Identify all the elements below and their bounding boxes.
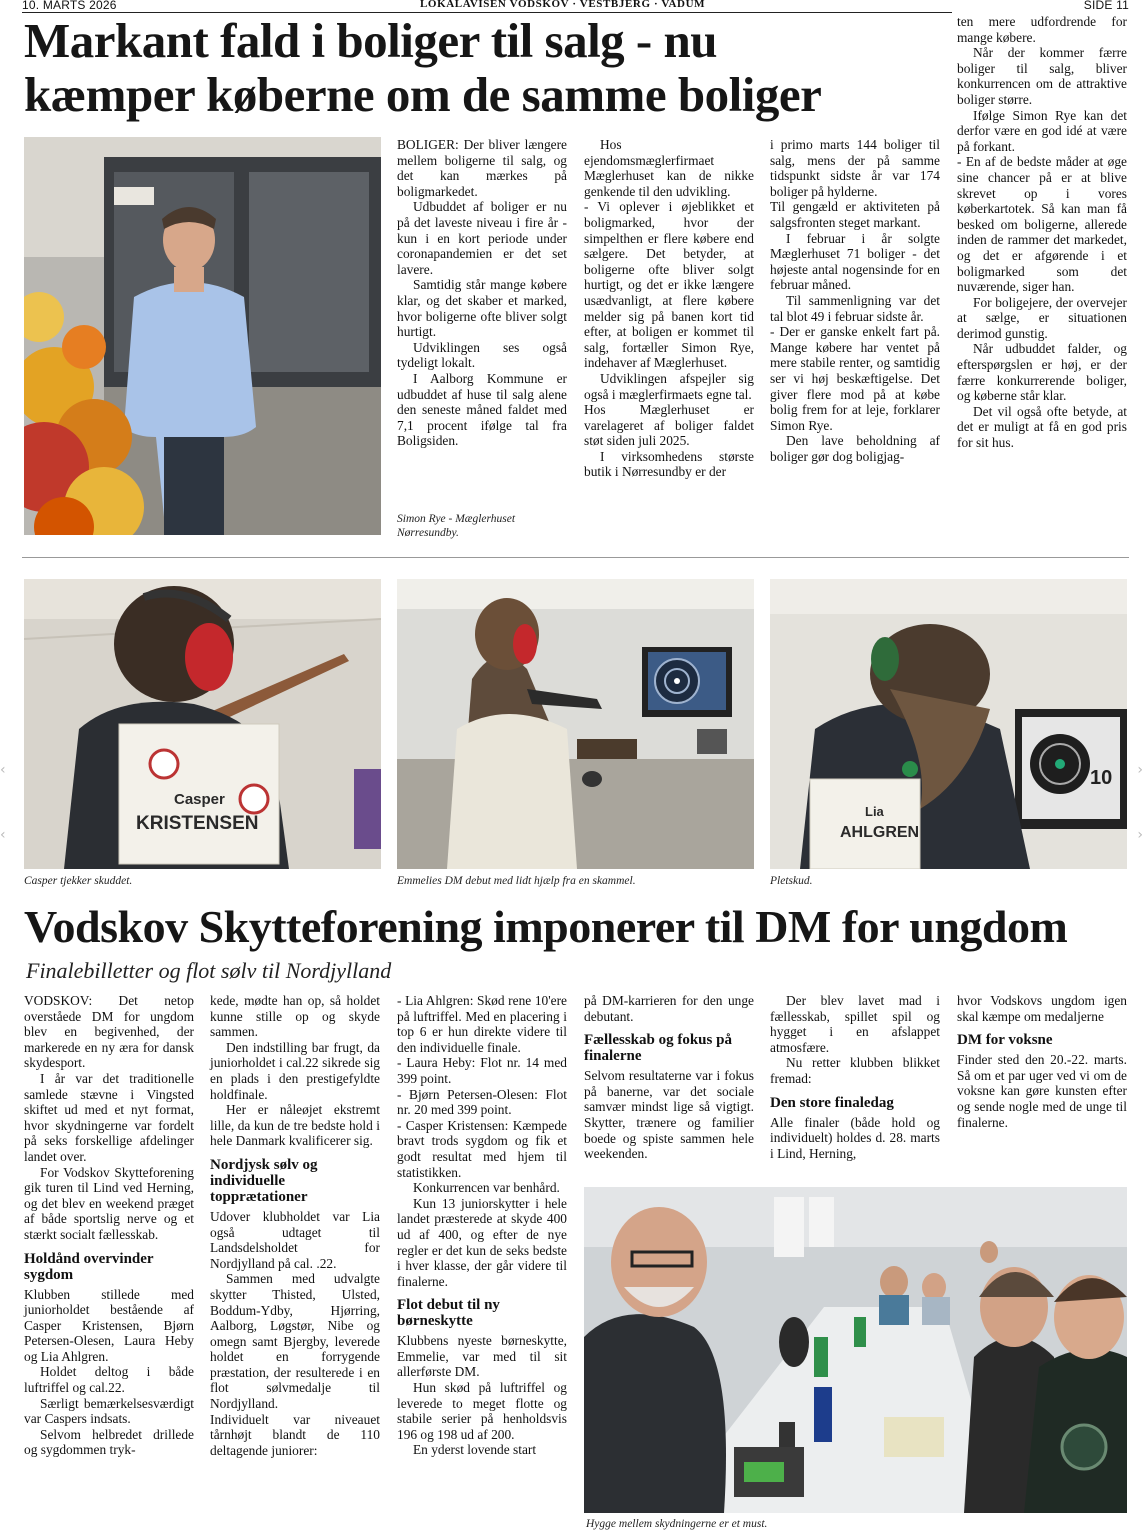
article1-paragraph: Ifølge Simon Rye kan det derfor være en god idé at være på forkant. (957, 107, 1127, 154)
prev-page-arrow-icon[interactable]: ‹ (0, 827, 6, 843)
article2-paragraph: Kun 13 juniorskytter i hele landet præsterede at skyde 400 ud af 400, og efter de nye regler er det kun de seks bedste i hver klasse, der går videre til finalerne. (397, 1195, 567, 1289)
article1-paragraph: i primo marts 144 boliger til salg, mens der på samme tidspunkt sidste år var 174 boliger på hylderne. (770, 137, 940, 199)
article1-paragraph: I februar i år solgte Mæglerhuset 71 boliger - det højeste antal nogensinde for en februar måned. (770, 230, 940, 293)
next-page-arrow-icon[interactable]: › (1137, 762, 1143, 778)
article1-photo-simon-rye (24, 137, 381, 535)
photo2-caption: Emmelies DM debut med lidt hjælp fra en skammel. (397, 875, 636, 887)
article1-paragraph: ten mere udfordrende for mange købere. (957, 14, 1127, 45)
article1-paragraph: - En af de bedste måder at øge sine chancer på er at blive skrevet op i vores køberkartotek. Så kan man få besked om boligerne, allerede inden de rammer det markedet, og det er afgørende i et boligmarked som det nuværende, siger han. (957, 154, 1127, 295)
issue-date: 10. MARTS 2026 (22, 0, 117, 12)
article2-subhead: Den store finaledag (770, 1094, 894, 1111)
article2-column-2 (210, 993, 380, 1458)
article1-paragraph: Udbuddet af boliger er nu på det laveste niveau i fire år - kun i en kort periode under coronapandemien er det set lavere. (397, 199, 567, 277)
article2-paragraph: Der blev lavet mad i fællesskab, spillet spil og hygget i en afslappet atmosfære. (770, 993, 940, 1055)
article2-subhead: Holdånd overvinder sygdom (24, 1250, 154, 1283)
article2-paragraph: Selvom helbredet drillede og sygdommen tryk- (24, 1426, 194, 1458)
article1-paragraph: Udviklingen ses også tydeligt lokalt. (397, 339, 567, 371)
article2-column-1 (24, 993, 194, 1458)
article1-paragraph: For boligejere, der overvejer at sælge, er situationen derimod gunstig. (957, 294, 1127, 341)
page-number: SIDE 11 (1083, 0, 1129, 12)
prev-page-arrow-icon[interactable]: ‹ (0, 762, 6, 778)
article2-paragraph: Særligt bemærkelsesværdigt var Caspers indsats. (24, 1395, 194, 1427)
article2-paragraph: Finder sted den 20.-22. marts. Så om et par uger ved vi om de voksne kan gøre kunsten efter og sende nogle med de unge til finalerne. (957, 1052, 1127, 1130)
article1-paragraph: BOLIGER: Der bliver længere mellem boligerne til salg, og det kan mærkes på boligmarkedet. (397, 137, 567, 199)
photo1-name-tag2: KRISTENSEN (136, 813, 259, 834)
photo-casper-shooting (24, 579, 381, 869)
article2-paragraph: Udover klubholdet var Lia også udtaget til Landsdelsholdet for Nordjylland på cal. .22. (210, 1208, 380, 1271)
article2-headline: Vodskov Skytteforening imponerer til DM for ungdom (24, 901, 1068, 952)
article2-paragraph: En yderst lovende start (413, 1442, 537, 1458)
article1-column-3 (770, 137, 940, 464)
article1-headline-line2: kæmper køberne om de samme boliger (24, 67, 822, 122)
article2-paragraph: kede, mødte han op, så holdet kunne stille op og skyde sammen. (210, 993, 380, 1040)
article2-subhead: Nordjysk sølv og individuelle topprætationer (210, 1156, 318, 1205)
photo-emmelie-debut (397, 579, 754, 869)
article2-paragraph: Klubben stillede med juniorholdet bestående af Casper Kristensen, Bjørn Petersen-Olesen, Laura Heby og Lia Ahlgren. (24, 1286, 194, 1364)
article2-paragraph: Konkurrencen var benhård. (413, 1180, 560, 1196)
article2-paragraph: Nu retter klubben blikket fremad: (770, 1055, 940, 1086)
next-page-arrow-icon[interactable]: › (1137, 827, 1143, 843)
article2-subhead: DM for voksne (957, 1032, 1053, 1049)
article2-paragraph: på DM-karrieren for den unge debutant. (584, 993, 754, 1024)
article2-column-3 (397, 993, 567, 1458)
caption-line: Nørresundby. (397, 527, 459, 539)
article1-paragraph: Når udbuddet falder, og efterspørgslen er høj, er der færre konkurrerende boliger, og køberne står klar. (957, 341, 1127, 404)
article2-paragraph: For Vodskov Skytteforening gik turen til Lind ved Herning, og det blev en weekend præget af både sportslig nerve og et stærkt socialt fællesskab. (24, 1164, 194, 1242)
article1-paragraph: Det vil også ofte betyde, at det er muligt at få en god pris for sit hus. (957, 403, 1127, 451)
article1-headline (24, 14, 964, 122)
article1-paragraph: Hos ejendomsmæglerfirmaet Mæglerhuset kan de nikke genkende til den udvikling. (584, 137, 754, 199)
article1-paragraph: - Der er ganske enkelt fart på. Mange købere har ventet på mere stabile renter, og samtidig ser vi høj beskæftigelse. Det giver flere mod på at købe bolig frem for at leje, forklarer Simon Rye. (770, 324, 940, 433)
article1-column-4 (957, 14, 1127, 451)
article1-paragraph: Samtidig står mange købere klar, og det skaber et marked, hvor boligerne ofte bliver solgt hurtigt. (397, 277, 567, 340)
article1-paragraph: Udviklingen afspejler sig også i mæglerfirmaets egne tal. (584, 370, 754, 402)
article2-paragraph: VODSKOV: Det netop overståede DM for ungdom blev en begivenhed, der markerede en ny æra for dansk skydesport. (24, 993, 194, 1071)
photo-social-gathering (584, 1187, 1127, 1513)
article2-paragraph: I år var det traditionelle samlede stævne i Vingsted skiftet ud med et nyt format, hvor skydningerne var fordelt på seks forskellige afdelinger landet over. (24, 1070, 194, 1164)
svg-text:10: 10 (1090, 767, 1113, 789)
photo3-name-tag2: AHLGREN (840, 824, 920, 841)
article2-paragraph: Selvom resultaterne var i fokus på banerne, var det sociale samvær mindst lige så vigtigt. Skytter, trænere og familier boede og spiste sammen hele weekenden. (584, 1068, 754, 1162)
photo4-caption: Hygge mellem skydningerne er et must. (586, 1518, 768, 1530)
article1-paragraph: - Vi oplever i øjeblikket et boligmarked, hvor der simpelthen er flere købere end sælgere. Det betyder, at boligerne ofte bliver solgt hurtigt, og det er ikke længere usædvanligt, at flere købere melder sig på banen kort tid efter, at boligen er kommet til salg, fortæller Simon Rye, indehaver af Mæglerhuset. (584, 199, 754, 371)
article2-paragraph: - Casper Kristensen: Kæmpede bravt trods sygdom og fik et godt resultat med hjem til statistikken. (397, 1117, 567, 1180)
photo3-name-tag: Lia (865, 804, 884, 819)
article2-subhead: Fællesskab og fokus på finalerne (584, 1032, 732, 1065)
paper-name: LOKALAVISEN VODSKOV · VESTBJERG · VADUM (420, 0, 706, 10)
article1-paragraph: Hos Mæglerhuset er varelageret af boliger faldet støt siden juli 2025. (584, 402, 754, 449)
article2-subheadline: Finalebilletter og flot sølv til Nordjylland (26, 958, 392, 983)
article1-paragraph: Til gengæld er aktiviteten på salgsfronten steget markant. (770, 199, 940, 230)
article2-column-5 (770, 993, 940, 1161)
photo1-name-tag: Casper (174, 791, 225, 808)
article1-paragraph: Når der kommer færre boliger til salg, bliver konkurrencen om de attraktive boliger større. (957, 45, 1127, 107)
article1-paragraph: Den lave beholdning af boliger gør dog boligjag- (770, 433, 940, 464)
article2-paragraph: - Bjørn Petersen-Olesen: Flot nr. 20 med 399 point. (397, 1086, 567, 1118)
caption-line: Simon Rye - Mæglerhuset (397, 513, 516, 525)
article2-paragraph: - Lia Ahlgren: Skød rene 10'ere på luftriffel. Med en placering i top 6 er hun direkte videre til den individuelle finale. (397, 993, 567, 1055)
article2-paragraph: Her er nåleøjet ekstremt lille, da kun de tre bedste hold i hele Danmark kvalificerer sig. (210, 1102, 380, 1149)
article2-paragraph: Hun skød på luftriffel og leverede to meget flotte og stabile serier på henholdsvis 196 og 198 ud af 200. (397, 1380, 567, 1442)
article1-photo-caption (397, 512, 567, 540)
article2-column-6 (957, 993, 1127, 1130)
article2-paragraph: Alle finaler (både hold og individuelt) holdes d. 28. marts i Lind, Herning, (770, 1114, 940, 1161)
article1-paragraph: I virksomhedens største butik i Nørresundby er der (584, 448, 754, 480)
article2-paragraph: Holdet deltog i både luftriffel og cal.22. (24, 1364, 194, 1396)
photo1-caption: Casper tjekker skuddet. (24, 875, 133, 887)
article2-paragraph: Klubbens nyeste børneskytte, Emmelie, var med til sit allerførste DM. (397, 1333, 567, 1380)
photo-lia-pletskud (770, 579, 1127, 869)
article1-column-1 (397, 137, 567, 449)
photo3-caption: Pletskud. (770, 875, 813, 887)
section-divider (22, 557, 1129, 558)
article1-column-2 (584, 137, 754, 480)
article1-paragraph: I Aalborg Kommune er udbuddet af huse til salg alene den seneste måned faldet med 7,1 procent ifølge tal fra Boligsiden. (397, 370, 567, 449)
article2-paragraph: Individuelt var niveauet tårnhøjt blandt de 110 deltagende juniorer: (210, 1411, 380, 1458)
article2-paragraph: Sammen med udvalgte skytter Thisted, Ulsted, Boddum-Ydby, Hjørring, Aalborg, Løgstør, Nibe og omegn samt Bjergby, leverede holdet en forrygende præstation, der resulterede i en flot sølvmedalje til Nordjylland. (210, 1271, 380, 1412)
article1-headline-line1: Markant fald i boliger til salg - nu (24, 13, 718, 68)
article2-paragraph: hvor Vodskovs ungdom igen skal kæmpe om medaljerne (957, 993, 1127, 1024)
article2-column-4 (584, 993, 754, 1162)
article2-paragraph: Den indstilling bar frugt, da juniorholdet i cal.22 sikrede sig en plads i den prestigefyldte holdfinale. (210, 1039, 380, 1102)
article2-paragraph: - Laura Heby: Flot nr. 14 med 399 point. (397, 1055, 567, 1086)
article2-subhead: Flot debut til ny børneskytte (397, 1297, 500, 1330)
article1-paragraph: Til sammenligning var det tal blot 49 i februar sidste år. (770, 292, 940, 324)
